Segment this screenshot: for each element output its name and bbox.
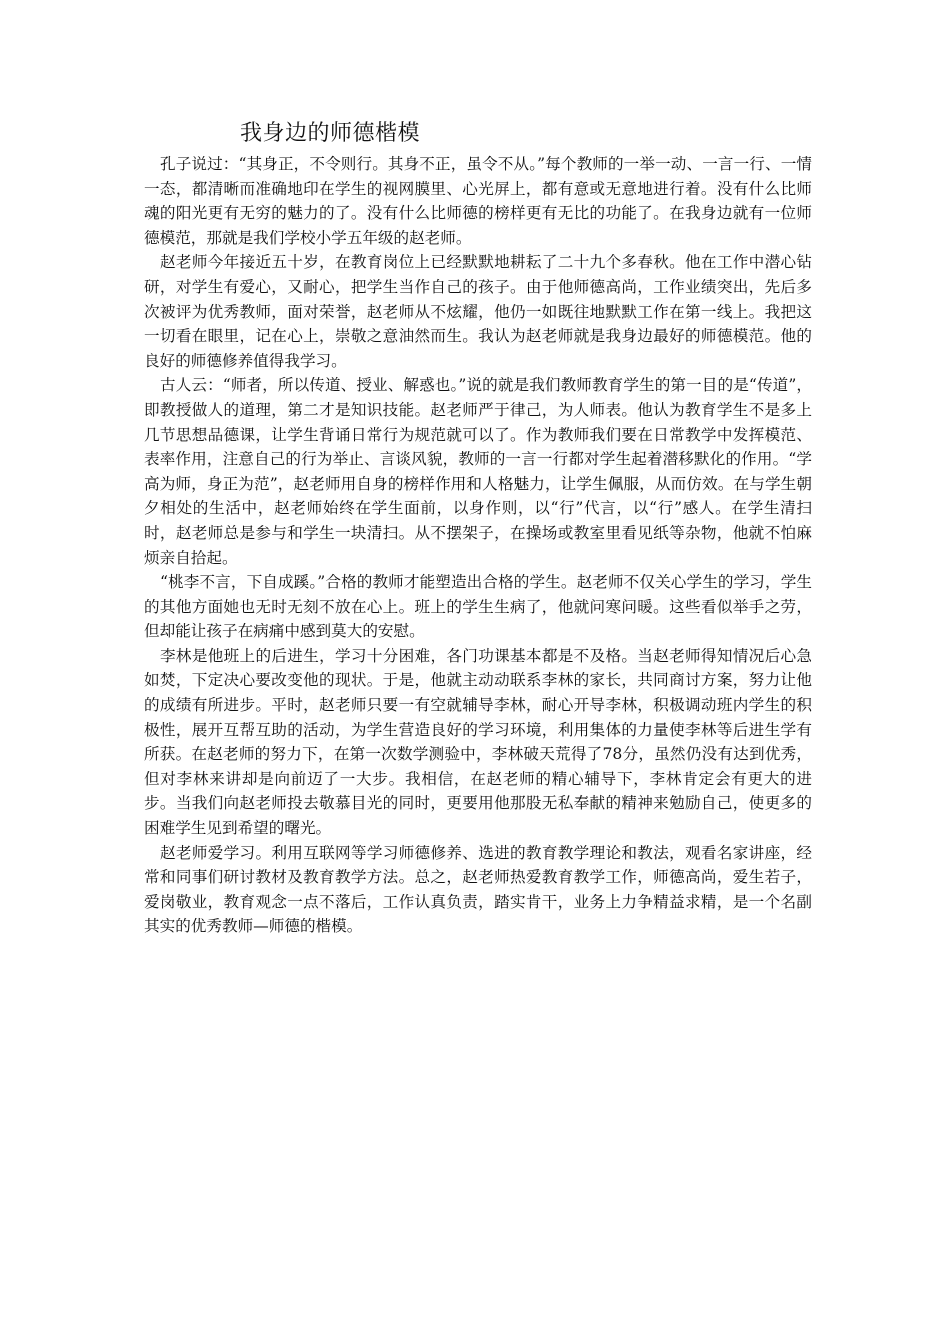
paragraph-5: 李林是他班上的后进生，学习十分困难，各门功课基本都是不及格。当赵老师得知情况后心急如焚，下定决心要改变他的现状。于是，他就主动动联系李林的家长，共同商讨方案，努力让他的成绩有所进步。平时，赵老师只要一有空就辅导李林，耐心开导李林，积极调动班内学生的积极性，展开互帮互助的活动，为学生营造良好的学习环境，利用集体的力量使李林等后进生学有所获。在赵老师的努力下，在第一次数学测验中，李林破天荒得了78分，虽然仍没有达到优秀，但对李林来讲却是向前迈了一大步。我相信，在赵老师的精心辅导下，李林肯定会有更大的进步。当我们向赵老师投去敬慕目光的同时，更要用他那股无私奉献的精神来勉励自己，使更多的困难学生见到希望的曙光。 (144, 646, 812, 838)
document-title: 我身边的师德楷模 (240, 121, 421, 146)
paragraph-2: 赵老师今年接近五十岁，在教育岗位上已经默默地耕耘了二十九个多春秋。他在工作中潜心钻研，对学生有爱心，又耐心，把学生当作自己的孩子。由于他师德高尚，工作业绩突出，先后多次被评为优秀教师，面对荣誉，赵老师从不炫耀，他仍一如既往地默默工作在第一线上。我把这一切看在眼里，记在心上，崇敬之意油然而生。我认为赵老师就是我身边最好的师德模范。他的良好的师德修养值得我学习。 (144, 253, 812, 370)
paragraph-1: 孔子说过：“其身正，不令则行。其身不正，虽令不从。”每个教师的一举一动、一言一行、一情一态，都清晰而准确地印在学生的视网膜里、心光屏上，都有意或无意地进行着。没有什么比师魂的阳光更有无穷的魅力的了。没有什么比师德的榜样更有无比的功能了。在我身边就有一位师德模范，那就是我们学校小学五年级的赵老师。 (144, 155, 812, 247)
paragraph-4: “桃李不言，下自成蹊。”合格的教师才能塑造出合格的学生。赵老师不仅关心学生的学习，学生的其他方面她也无时无刻不放在心上。班上的学生生病了，他就问寒问暖。这些看似举手之劳，但却能让孩子在病痛中感到莫大的安慰。 (144, 573, 812, 641)
document-body (144, 119, 812, 939)
paragraph-3: 古人云：“师者，所以传道、授业、解惑也。”说的就是我们教师教育学生的第一目的是“传道”，即教授做人的道理，第二才是知识技能。赵老师严于律己，为人师表。他认为教育学生不是多上几节思想品德课，让学生背诵日常行为规范就可以了。作为教师我们要在日常教学中发挥模范、表率作用，注意自己的行为举止、言谈风貌，教师的一言一行都对学生起着潜移默化的作用。“学高为师，身正为范”，赵老师用自身的榜样作用和人格魅力，让学生佩服，从而仿效。在与学生朝夕相处的生活中，赵老师始终在学生面前，以身作则，以“行”代言，以“行”感人。在学生清扫时，赵老师总是参与和学生一块清扫。从不摆架子，在操场或教室里看见纸等杂物，他就不怕麻烦亲自拾起。 (144, 376, 812, 567)
paragraph-6: 赵老师爱学习。利用互联网等学习师德修养、选进的教育教学理论和教法，观看名家讲座，经常和同事们研讨教材及教育教学方法。总之，赵老师热爱教育教学工作，师德高尚，爱生若子，爱岗敬业，教育观念一点不落后，工作认真负责，踏实肯干，业务上力争精益求精，是一个名副其实的优秀教师—师德的楷模。 (144, 843, 812, 936)
